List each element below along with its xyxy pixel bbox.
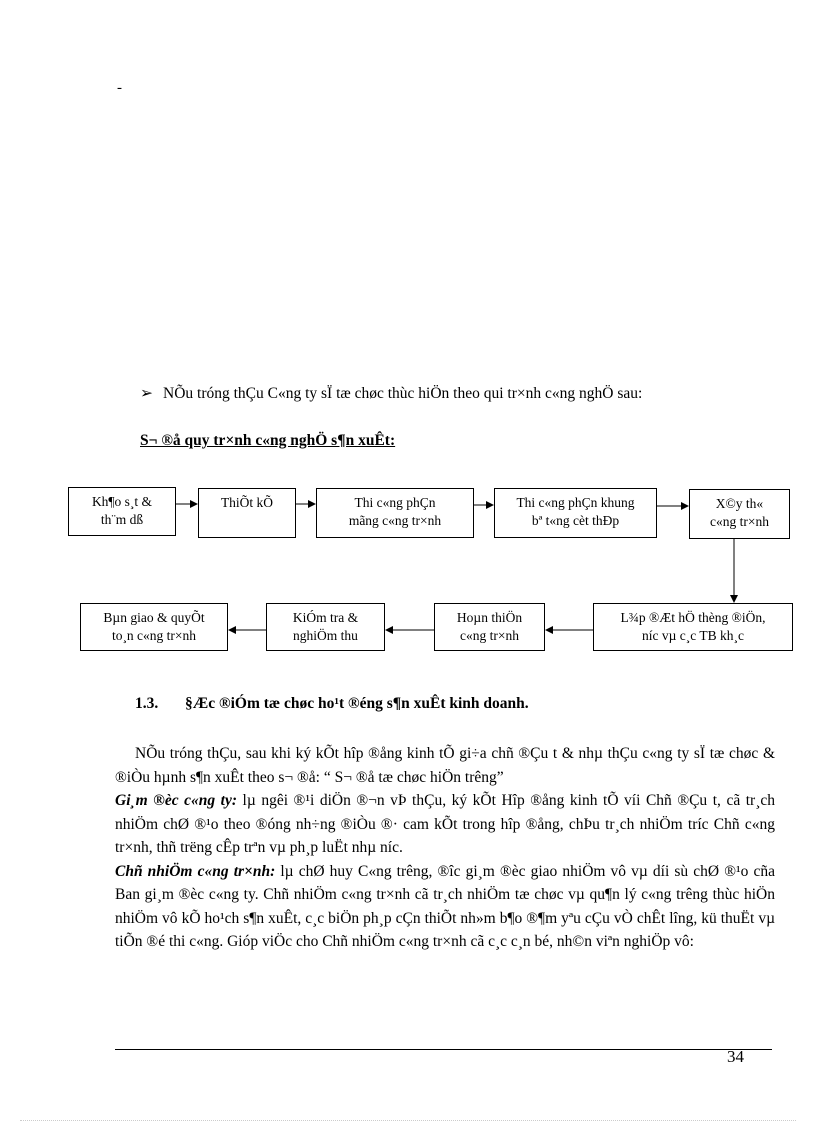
flow-box-line: Thi c«ng phÇn xyxy=(354,495,436,510)
flow-box-line: c«ng tr×nh xyxy=(460,628,519,643)
flow-box-line: L¾p ®Æt hÖ thèng ®iÖn, xyxy=(620,610,766,625)
diagram-title: S¬ ®å quy tr×nh c«ng nghÖ s¶n xuÊt: xyxy=(140,432,396,449)
body-text xyxy=(115,742,775,954)
flow-box-line: KiÓm tra & xyxy=(292,610,359,625)
flow-box-line: th¨m dß xyxy=(100,512,144,527)
section-number: 1.3. xyxy=(135,695,159,712)
site-manager-label: Chñ nhiÖm c«ng tr×nh: xyxy=(115,862,276,880)
flow-box-line: níc vµ c¸c TB kh¸c xyxy=(642,628,744,643)
flow-box-line: c«ng tr×nh xyxy=(710,514,769,529)
page-bottom-border xyxy=(20,1120,796,1121)
paragraph-contract: NÕu tróng thÇu, sau khi ký kÕt hîp ®ång kinh tÕ gi÷a chñ ®Çu t & nhµ thÇu c«ng ty sÏ tæ chøc & ®iÒu hµnh s¶n xuÊt theo s¬ ®å: “ S¬ ®å tæ chøc hiÖn trêng” xyxy=(115,745,775,786)
flow-box-line: Kh¶o s¸t & xyxy=(91,494,153,509)
flow-box-line: X©y th« xyxy=(715,496,764,511)
flow-box-line: Thi c«ng phÇn khung xyxy=(516,495,635,510)
director-label: Gi¸m ®èc c«ng ty: xyxy=(115,792,238,809)
intro-bullet-text: NÕu tróng thÇu C«ng ty sÏ tæ chøc thùc hiÖn theo qui tr×nh c«ng nghÖ sau: xyxy=(163,385,643,402)
flow-box-line: mãng c«ng tr×nh xyxy=(348,513,442,528)
section-title: §Æc ®iÓm tæ chøc ho¹t ®éng s¶n xuÊt kinh doanh. xyxy=(185,695,529,712)
site-manager-text: lµ chØ huy C«ng trêng, ®îc gi¸m ®èc giao nhiÖm vô vµ díi sù chØ ®¹o cña Ban gi¸m ®èc c«ng ty. Chñ nhiÖm c«ng tr×nh cã tr¸ch nhiÖm tæ chøc vµ qu¶n lý c«ng trêng thùc hiÖn nhiÖm vô kÕ ho¹ch s¶n xuÊt, c¸c biÖn ph¸p cÇn thiÕt nh»m b¶o ®¶m yªu cÇu vÒ chÊt lîng, kü thuËt vµ tiÕn ®é thi c«ng. Gióp viÖc cho Chñ nhiÖm c«ng tr×nh cã c¸c c¸n bé, nh©n viªn nghiÖp vô: xyxy=(115,862,775,950)
paragraph-site-manager xyxy=(115,860,775,954)
flow-box-line: to¸n c«ng tr×nh xyxy=(111,628,197,643)
paragraph-director xyxy=(115,789,775,860)
section-heading xyxy=(135,695,529,713)
director-text: lµ ngêi ®¹i diÖn ®¬n vÞ thÇu, ký kÕt Hîp ®ång kinh tÕ víi Chñ ®Çu t, cã tr¸ch nhiÖm chØ ®¹o theo ®óng nh÷ng ®iÒu ®· cam kÕt trong hîp ®ång, chÞu tr¸ch nhiÖm tríc Chñ c«ng tr×nh, thñ trëng cÊp trªn vµ ph¸p luËt nhµ níc. xyxy=(115,792,775,856)
flow-box-line: nghiÖm thu xyxy=(293,628,358,643)
page-number: 34 xyxy=(727,1047,744,1066)
top-mark: - xyxy=(117,80,122,96)
flow-box-line: Hoµn thiÖn xyxy=(456,610,523,625)
footer-divider xyxy=(115,1049,772,1050)
flow-box-line: Bµn giao & quyÕt xyxy=(103,610,205,625)
flow-box-line: ThiÕt kÕ xyxy=(220,495,274,510)
arrow-bullet-icon: ➢ xyxy=(140,385,153,402)
flow-box-line: bª t«ng cèt thÐp xyxy=(531,513,620,528)
